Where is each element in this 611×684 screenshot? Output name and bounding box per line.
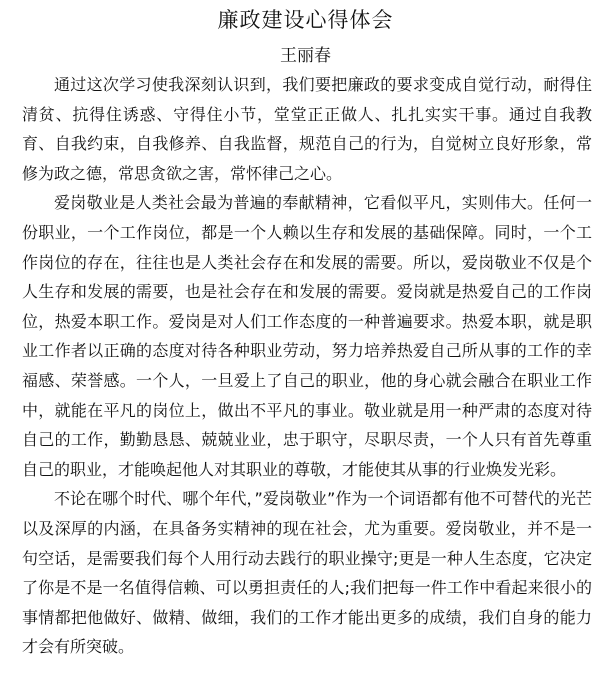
paragraph-1: 通过这次学习使我深刻认识到，我们要把廉政的要求变成自觉行动，耐得住清贫、抗得住诱惑、守得住小节，堂堂正正做人、扎扎实实干事。通过自我教育、自我约束，自我修养、自我监督，规范自己的行为，自觉树立良好形象，常修为政之德，常思贪欲之害，常怀律己之心。 [22,75,592,183]
paragraph-3: 不论在哪个时代、哪个年代，”爱岗敬业”作为一个词语都有他不可替代的光芒以及深厚的内涵，在具备务实精神的现在社会，尤为重要。爱岗敬业，并不是一句空话，是需要我们每个人用行动去践行的职业操守;更是一种人生态度，它决定了你是不是一名值得信赖、可以勇担责任的人;我们把每一件工作中看起来很小的事情都把他做好、做精、做细，我们的工作才能出更多的成绩，我们自身的能力才会有所突破。 [22,489,592,657]
document-body [22,70,592,662]
paragraph-2: 爱岗敬业是人类社会最为普遍的奉献精神，它看似平凡，实则伟大。任何一份职业，一个工作岗位，都是一个人赖以生存和发展的基础保障。同时，一个工作岗位的存在，往往也是人类社会存在和发展的需要。所以，爱岗敬业不仅是个人生存和发展的需要，也是社会存在和发展的需要。爱岗就是热爱自己的工作岗位，热爱本职工作。爱岗是对人们工作态度的一种普遍要求。热爱本职，就是职业工作者以正确的态度对待各种职业劳动，努力培养热爱自己所从事的工作的幸福感、荣誉感。一个人，一旦爱上了自己的职业，他的身心就会融合在职业工作中，就能在平凡的岗位上，做出不平凡的事业。敬业就是用一种严肃的态度对待自己的工作，勤勤恳恳、兢兢业业，忠于职守，尽职尽责，一个人只有首先尊重自己的职业，才能唤起他人对其职业的尊敬，才能使其从事的行业焕发光彩。 [22,193,592,479]
document-author: 王丽春 [280,46,331,66]
document-title: 廉政建设心得体会 [217,8,394,32]
